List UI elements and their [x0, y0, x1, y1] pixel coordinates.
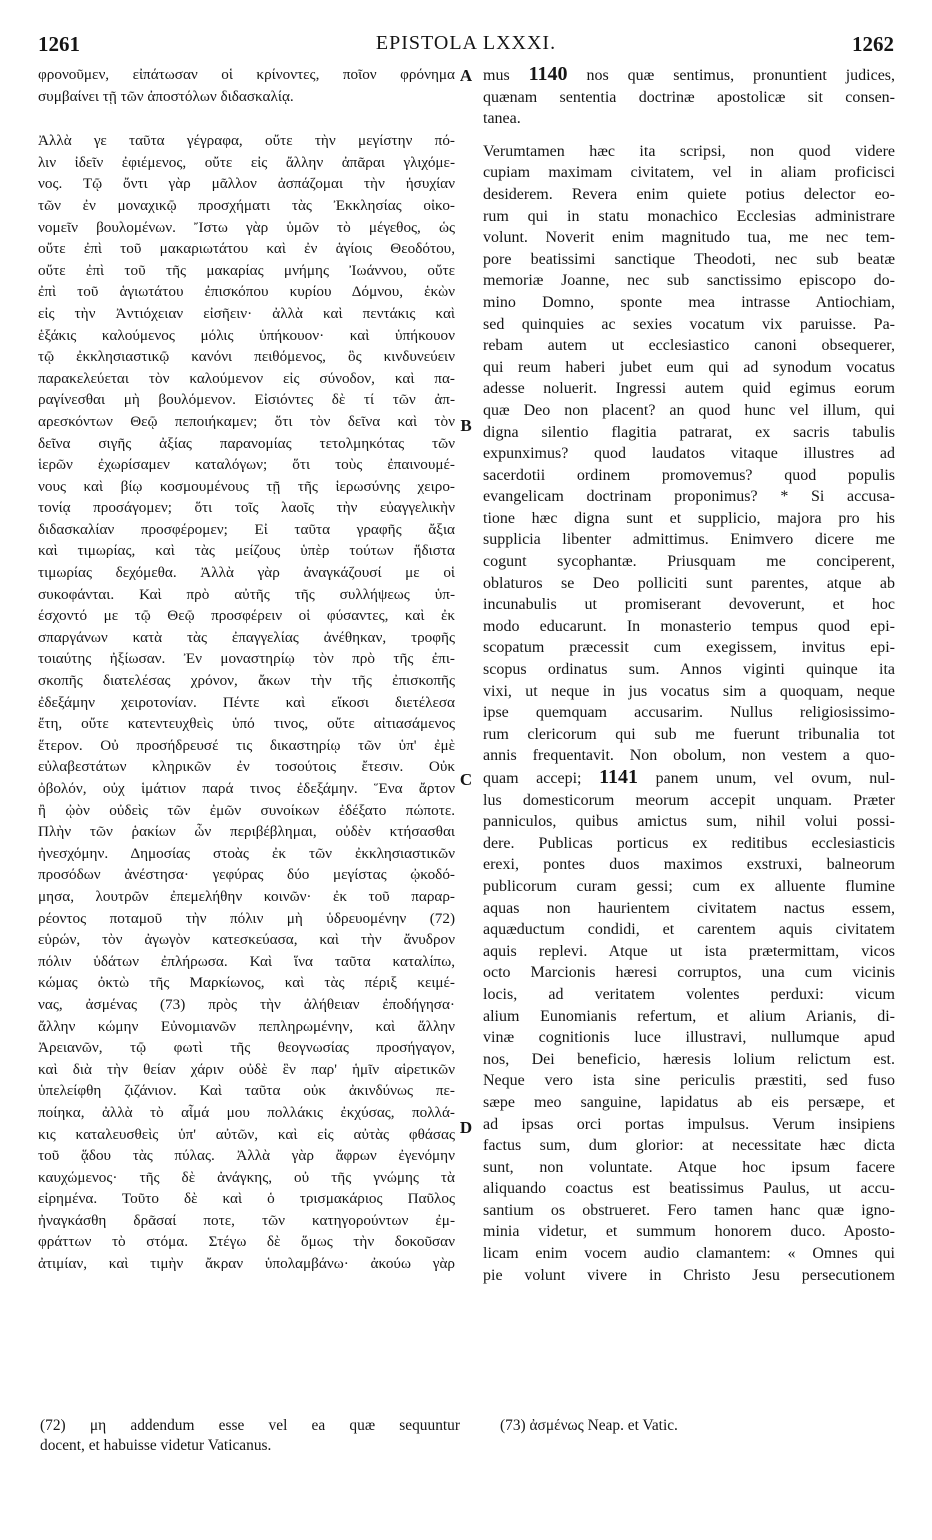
text-line: desiderem. Revera enim quiete potius delector eo-: [483, 185, 895, 203]
text-line: ipse quemquam accusarim. Nullus religiosissimo-: [483, 704, 895, 722]
text-line: tione hæc digna sunt et supplicio, majora pro his: [483, 509, 895, 527]
paragraph-gap: [38, 107, 455, 130]
footnote-73: [500, 1416, 900, 1436]
text-line: aquas non haurientem civitatem nactus essem,: [483, 899, 895, 917]
latin-paragraph-2-cont: [483, 790, 895, 1287]
text-line: φρονοῦμεν, εἰπάτωσαν οἱ κρίνοντες, ποῖον φρόνημα: [38, 66, 455, 83]
text-line: εὑρών, τὸν ἀγωγὸν κατεσκεύασα, καὶ τὴν ἄνυδρον: [38, 931, 455, 949]
text-line: rum clericorum qui sub me fuerunt tribunalia tot: [483, 725, 895, 743]
text-line: δεῖνα σιγῆς ἀξίας παρανομίας τετολμηκότας τῶν: [38, 434, 455, 452]
text-line: adesse noluerit. Ingressi autem quid egimus eorum: [483, 380, 895, 398]
text-line: octo Marcionis hæresi corruptos, una cum vicinis: [483, 964, 895, 982]
latin-text: quam accepi;: [483, 770, 582, 787]
text-line: licam enim vocem audio clamantem: « Omnes qui: [483, 1245, 895, 1263]
text-line: αρεσκόντων Θεῷ πεποιήκαμεν; ὅτι τὸν δεῖνα καὶ τὸν: [38, 412, 455, 430]
text-line: Ἀλλὰ γε ταῦτα γέγραφα, οὔτε τὴν μεγίστην πό-: [38, 132, 455, 150]
text-line: τιμωρίας δεχόμεθα. Ἀλλὰ γὰρ ἀναγκάζουσί με οἱ: [38, 564, 455, 582]
text-line: expunximus? quod laudatos vitaque illustres ad: [483, 445, 895, 463]
text-line: aquis replevi. Atque ut ista prætermittam, vicos: [483, 942, 895, 960]
text-line: έσχοντό με τῷ Θεῷ προσφέρειν οἱ φύσαντες, καὶ ἐκ: [38, 607, 455, 625]
text-line: σκοπῆς διατελέσας χρόνον, ἄκων τὴν τῆς ἐπισκοπῆς: [38, 672, 455, 690]
latin-text: mus: [483, 67, 510, 84]
text-line: διδασκαλίαν προσφέρομεν; Εἰ ταῦτα γραφῆς ἄξια: [38, 520, 455, 538]
running-title: EPISTOLA LXXXI.: [375, 32, 557, 54]
text-line: ἢ ᾠὸν οὐδεὶς τῶν ἐμῶν συνοίκων ἐδέξατο πώποτε.: [38, 801, 455, 819]
text-line: scopus ordinatus sum. Annos viginti quinque ita: [483, 661, 895, 679]
text-line: qui reum haberi jubet eum qui ad synodum vocatus: [483, 358, 895, 376]
text-line: προσόδων ἀνέστησα· γεφύρας δύο μεγίστας ᾠκοδό-: [38, 866, 455, 884]
text-line: ἑξάκις καλούμενος μόλις ὑπήκουον· καὶ ὑπήκουον: [38, 326, 455, 344]
text-line: τῷ ἐκκλησιαστικῷ κανόνι πειθόμενος, ὃς κινδυνεύειν: [38, 348, 455, 366]
text-line: aquæductum condidi, et carentem aquis civitatem: [483, 921, 895, 939]
text-line: aliquando coactus est beatissimus Paulus, ut accu-: [483, 1180, 895, 1198]
text-line: dere. Publicas porticus ex reditibus ecclesiasticis: [483, 834, 895, 852]
text-line: ἐδεξάμην χειροτονίαν. Πέντε καὶ εἴκοσι διετέλεσα: [38, 693, 455, 711]
latin-paragraph-1: [483, 87, 895, 130]
text-line: καυχώμενος· τῆς δὲ ἀνάγκης, οὐ τῆς γνώμης τὰ: [38, 1168, 455, 1186]
text-line: ὀβολόν, οὐχ ἱμάτιον παρά τινος ἐδεξάμην. Ἕνα ἄρτον: [38, 780, 455, 797]
text-line: volunt. Noverit enim magnitudo tua, me nec tem-: [483, 229, 895, 247]
text-line: πόλιν ὑδάτων ἐπλήρωσα. Καὶ ἵνα ταῦτα καταλίπω,: [38, 952, 455, 970]
text-line: νους καὶ βίῳ κοσμουμένους τῇ τῆς ἱερωσύνης χειρο-: [38, 477, 455, 495]
column-number: 1141: [599, 767, 639, 788]
text-line: ἄλλην κώμην Εὐνομιανῶν πεπληρωμένην, καὶ ἄλλην: [38, 1017, 455, 1035]
text-line: tanea.: [483, 110, 521, 128]
text-line: scopatum præcessit cum exegissem, invitus epi-: [483, 639, 895, 657]
text-line: οὔτε ἐπὶ τοῦ τῆς μακαρίας μνήμης Ἰωάννου, οὔτε: [38, 261, 455, 279]
text-line: εἰς τὴν Ἀντιόχειαν εἰσῆειν· ἀλλὰ καὶ πεντάκις καὶ: [38, 304, 455, 322]
text-line: vinæ cognitionis luce illustravi, nullumque apud: [483, 1029, 895, 1047]
footnote-line: (72) μη addendum esse vel ea quæ sequuntur: [40, 1417, 460, 1434]
text-line: Neque vero ista sine periculis præstiti, sed fuso: [483, 1072, 895, 1090]
margin-marker-c: C: [459, 770, 473, 789]
text-line: sacerdotii ordinem promovemus? quod populis: [483, 466, 895, 484]
text-line: cupiam maximam civitatem, vel in aliam proficisci: [483, 164, 895, 182]
page-header: [38, 32, 894, 58]
text-line: sunt, non voluntate. Atque hoc ipsum facere: [483, 1158, 895, 1176]
footnote-line: docent, et habuisse videtur Vaticanus.: [40, 1437, 272, 1454]
text-line: quænam sententia doctrinæ apostolicæ sit consen-: [483, 88, 895, 106]
text-line: evangelicam doctrinam proponimus? * Si accusa-: [483, 488, 895, 506]
text-line: τῶν ἐν μοναχικῷ προσχήματι τὰς Ἐκκλησίας οἰκο-: [38, 196, 455, 214]
text-line: σπαργάνων κατὰ τὰς ἐπαγγελίας ἀνέθηκαν, τροφῆς: [38, 628, 455, 646]
text-line: vixi, ut neque in jus vocatus sim a quoquam, neque: [483, 682, 895, 700]
text-line: τονίᾳ προσάγομεν; ὅτι τοῖς λαοῖς τὴν εὐαγγελικὴν: [38, 499, 455, 517]
text-line: pie volunt vivere in Christo Jesu persecutionem: [483, 1266, 895, 1284]
text-line: minia videtur, et summum honorem duco. Aposto-: [483, 1223, 895, 1241]
text-line: ἠνεσχόμην. Δημοσίας στοὰς ἐκ τῶν ἐκκλησιαστικῶν: [38, 844, 455, 862]
text-line: νος. Τῷ ὄντι γὰρ μᾶλλον ἀσπάζομαι τὴν ἡσυχίαν: [38, 175, 455, 193]
text-line: μησα, λουτρῶν ἐπεμελήθην κοινῶν· ἐκ τοῦ παραρ-: [38, 887, 455, 905]
text-line: νας, ἀσμένας (73) πρὸς τὴν ἀλήθειαν ἐποδήγησα·: [38, 995, 455, 1013]
latin-text: nos quæ sentimus, pronuntient judices,: [586, 67, 895, 84]
text-line: ἕτερον. Οὐ προσήδρευσέ τις δικαστηρίῳ τῶν ὑπ' ἐμὲ: [38, 736, 455, 754]
text-line: nos, Dei beneficio, hæresis lolium relictum est.: [483, 1050, 895, 1068]
margin-marker-b: B: [460, 416, 472, 435]
margin-marker-a: A: [459, 66, 473, 85]
text-line: panniculos, quibus amictus sum, nihil volui possi-: [483, 813, 895, 831]
latin-line: [483, 767, 895, 790]
text-line: κώμας ὀκτὼ τῆς Μαρκίωνος, καὶ τὰς πέριξ κειμέ-: [38, 974, 455, 992]
text-line: alium Eunomianis refertum, et alium Arianis, di-: [483, 1007, 895, 1025]
text-line: ραγίνεσθαι μὴ βουλόμενον. Εἰσιόντες δὲ τί τῶν ἀπ-: [38, 391, 455, 409]
text-line: ἔτη, οὔτε κατεντευχθεὶς ὑπό τινος, οὔτε αἰτιασάμενος: [38, 715, 455, 733]
greek-column: [38, 64, 455, 1275]
page-number-left: 1261: [38, 32, 80, 56]
latin-column: [483, 64, 895, 1286]
footnote-72: [40, 1416, 460, 1456]
text-line: λιν ἰδεῖν ἐφιέμενος, οὔτε εἰς ἄλλην ἀπᾶραι γλιχόμε-: [38, 153, 455, 171]
footnote-line: (73) ἀσμένως Neap. et Vatic.: [500, 1417, 678, 1434]
text-line: factus sum, dum glorior: at necessitate hæc dicta: [483, 1137, 895, 1155]
text-line: quæ Deo non placent? an quod hunc vel illum, qui: [483, 401, 895, 419]
latin-text: panem unum, vel ovum, nul-: [655, 770, 895, 787]
text-line: lus domesticorum meorum accepit unquam. Præter: [483, 791, 895, 809]
text-line: incunabulis ut promiserant devoverunt, et hoc: [483, 596, 895, 614]
text-line: ὑπελείφθη ζιζάνιον. Καὶ ταῦτα οὐκ ἀκινδύνως πε-: [38, 1082, 455, 1100]
text-line: ἠναγκάσθη δρᾶσαί ποτε, τῶν κατηγορούντων ἐμ-: [38, 1211, 455, 1229]
text-line: καὶ τιμωρίας, καὶ τὰς μείζους ὑπὲρ τούτων ἥδιστα: [38, 542, 455, 560]
text-line: rum qui in statu monachico Ecclesias administrare: [483, 207, 895, 225]
text-line: ἐπὶ τοῦ ἁγιωτάτου ἐπισκόπου κυρίου Δόμνου, ἑκὼν: [38, 283, 455, 301]
text-line: sed quinquies ac sexies vocatum vix paruisse. Pa-: [483, 315, 895, 333]
text-line: καὶ διὰ τὴν θείαν χάριν οὐδὲ ἓν παρ' ἡμῖν αἱρετικῶν: [38, 1060, 455, 1078]
text-line: annis frequentavit. Non obolum, non vestem a quo-: [483, 747, 895, 765]
text-line: ἀτιμίαν, καὶ τιμὴν ἄκραν ὑπολαμβάνω· ἀκούω γὰρ: [38, 1255, 455, 1273]
text-line: φράττων τὸ στόμα. Στέγω δὲ ὅμως τὴν δοκοῦσαν: [38, 1233, 455, 1251]
text-line: νομεῖν βουλομένων. Ἴστω γὰρ ὑμῶν τὸ μέγεθος, ὡς: [38, 218, 455, 236]
text-line: erexi, pontes duos maximos exstruxi, balneorum: [483, 856, 895, 874]
text-line: συκοφάνται. Καὶ πρὸ αὐτῆς τῆς συλλήψεως ὑπ-: [38, 585, 455, 603]
text-line: τοιαύτης ἠξίωσαν. Ἐν μοναστηρίῳ τὸν πρὸ τῆς ἐπι-: [38, 650, 455, 668]
latin-paragraph-2: [483, 141, 895, 767]
margin-marker-d: D: [459, 1118, 473, 1137]
column-number: 1140: [528, 64, 568, 85]
text-line: pore beatissimi sanctique Theodoti, nec sub beatæ: [483, 250, 895, 268]
page-number-right: 1262: [852, 32, 894, 56]
paragraph-gap: [483, 130, 895, 141]
text-line: santium os obstrueret. Fero tamen hanc quæ igno-: [483, 1201, 895, 1219]
text-line: oblaturos se Deo polliciti sunt parentes, atque ab: [483, 574, 895, 592]
text-line: τοῦ ᾅδου τὰς πύλας. Ἀλλὰ γὰρ ἄφρων ἐγενόμην: [38, 1147, 455, 1165]
text-line: publicorum curam gessi; cum ex alluente flumine: [483, 877, 895, 895]
text-line: memoriæ Joanne, nec sub sanctissimo episcopo do-: [483, 272, 895, 290]
text-line: ἱερῶν ἐχωρίσαμεν καταλόγων; ὅτι τοὺς ἐπαινουμέ-: [38, 456, 455, 474]
text-line: locis, ad veritatem volentes perduxi: vicum: [483, 985, 895, 1003]
text-line: cogunt sycophantæ. Priusquam me conciperent,: [483, 553, 895, 571]
text-line: Ἀρειανῶν, τῷ φωτὶ τῆς θεογνωσίας προσήγαγον,: [38, 1039, 455, 1057]
text-line: rebam autem ut ecclesiastico canoni obsequerer,: [483, 337, 895, 355]
text-line: ποίηκα, ἀλλὰ τὸ αἷμά μου πολλάκις ἐκχύσας, πολλά-: [38, 1103, 455, 1121]
text-line: οὔτε ἐπὶ τοῦ μακαριωτάτου καὶ ἐν ἁγίοις Θεοδότου,: [38, 240, 455, 258]
text-line: παρακελεύεται τὸν καλούμενον εἰς σύνοδον, καὶ πα-: [38, 369, 455, 387]
text-line: modo educarunt. In monasterio tempus quod epi-: [483, 617, 895, 635]
text-line: ad ipsas orci portas impulsus. Verum insipiens: [483, 1115, 895, 1133]
text-line: supplicia libenter admittimus. Enimvero dicere me: [483, 531, 895, 549]
text-line: κις καταλευσθεὶς ὑπ' αὐτῶν, καὶ εἰς αὐτὰς φθάσας: [38, 1125, 455, 1143]
text-line: mino Domno, sponte mea intrasse Antiochiam,: [483, 293, 895, 311]
text-line: Verumtamen hæc ita scripsi, non quod videre: [483, 142, 895, 160]
text-line: sæpe meo sanguine, lapidatus ab eis persæpe, et: [483, 1093, 895, 1111]
latin-line: [483, 64, 895, 87]
text-line: εἰρημένα. Τοῦτο δὲ καὶ ὁ τρισμακάριος Παῦλος: [38, 1190, 455, 1208]
text-line: συμβαίνει τῇ τῶν ἀποστόλων διδασκαλίᾳ.: [38, 87, 294, 105]
text-line: εὐλαβεστάτων κληρικῶν ἐν τοσούτοις ἔτεσιν. Οὐκ: [38, 758, 455, 776]
text-line: digna silentio flagitia patrarat, ex sacris tabulis: [483, 423, 895, 441]
text-line: ρέοντος ποταμοῦ τὴν πόλιν μὴ ὑδρευομένην (72): [38, 909, 455, 927]
text-line: Πλὴν τῶν ῥακίων ὧν περιβέβλημαι, οὐδὲν κτήσασθαι: [38, 823, 455, 841]
